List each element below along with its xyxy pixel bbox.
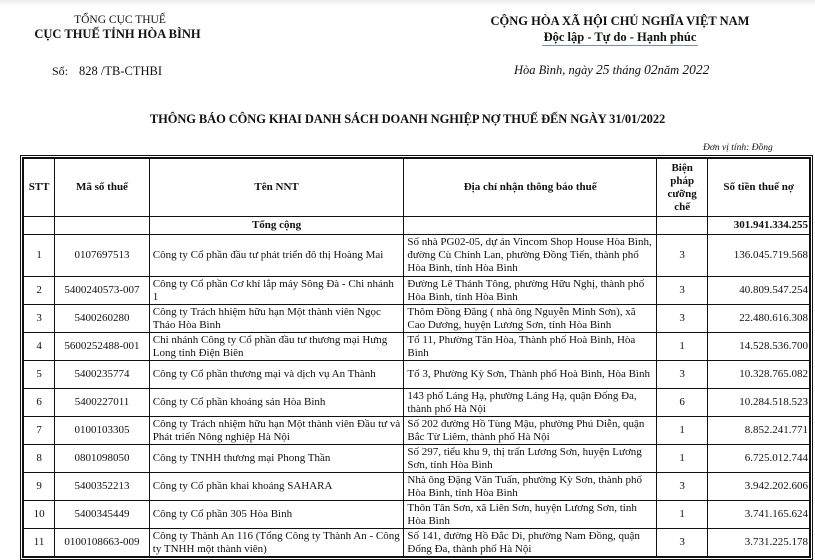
col-header-enforcement-measure: Biện pháp cưỡng chế [656, 159, 707, 217]
row-tax-code: 5600252488-001 [55, 333, 150, 361]
row-amount: 10.328.765.082 [708, 361, 810, 389]
row-taxpayer-name: Công ty Thành An 116 (Tổng Công ty Thành An - Công ty TNHH một thành viên) [149, 529, 404, 557]
total-label: Tổng cộng [149, 217, 404, 235]
row-measure: 3 [656, 277, 707, 305]
table-row [24, 333, 810, 361]
row-measure: 6 [656, 389, 707, 417]
row-address: Thôm Đồng Đăng ( nhà ông Nguyễn Minh Sơn), xã Cao Dương, huyện Lương Sơn, tỉnh Hòa Bình [404, 305, 657, 333]
row-address: Tổ 3, Phường Kỳ Sơn, Thành phố Hoà Bình, Hòa Bình [404, 361, 657, 389]
table-row [24, 277, 810, 305]
row-measure: 1 [656, 445, 707, 473]
row-tax-code: 5400227011 [55, 389, 150, 417]
row-amount: 14.528.536.700 [708, 333, 810, 361]
row-stt: 4 [24, 333, 55, 361]
table-row [24, 473, 810, 501]
row-address: Số 297, tiểu khu 9, thị trấn Lương Sơn, huyện Lương Sơn, tỉnh Hòa Bình [404, 445, 657, 473]
doc-number [52, 64, 162, 79]
issue-date: Hòa Bình, ngày 25 tháng 02năm 2022 [514, 62, 710, 77]
row-tax-code: 5400240573-007 [55, 277, 150, 305]
row-stt: 8 [24, 445, 55, 473]
table-header-row [24, 159, 810, 217]
row-measure: 3 [656, 361, 707, 389]
unit-note: Đơn vị tính: Đồng [703, 143, 773, 153]
row-taxpayer-name: Công ty Cổ phần 305 Hòa Bình [149, 501, 404, 529]
table-row [24, 235, 810, 277]
row-taxpayer-name: Công ty Cổ phần đầu tư phát triển đô thị Hoàng Mai [149, 235, 404, 277]
page-top-shadow [0, 0, 815, 6]
row-amount: 136.045.719.568 [708, 235, 810, 277]
row-tax-code: 0107697513 [55, 235, 150, 277]
table-row [24, 305, 810, 333]
row-amount: 3.731.225.178 [708, 529, 810, 557]
agency-parent: TỔNG CỤC THUẾ [74, 14, 166, 26]
row-measure: 3 [656, 305, 707, 333]
row-taxpayer-name: Công ty Cổ phần khai khoáng SAHARA [149, 473, 404, 501]
row-measure: 3 [656, 473, 707, 501]
date-day: 25 [595, 62, 610, 77]
row-stt: 7 [24, 417, 55, 445]
row-stt: 5 [24, 361, 55, 389]
row-taxpayer-name: Công ty TNHH thương mại Phong Thần [149, 445, 404, 473]
row-address: Đường Lê Thánh Tông, phường Hữu Nghị, thành phố Hòa Bình, tỉnh Hòa Bình [404, 277, 657, 305]
row-stt: 2 [24, 277, 55, 305]
document-title: THÔNG BÁO CÔNG KHAI DANH SÁCH DOANH NGHIỆP NỢ THUẾ ĐẾN NGÀY 31/01/2022 [149, 112, 666, 126]
table-row [24, 445, 810, 473]
row-address: Nhà ông Đặng Văn Tuấn, phường Kỳ Sơn, thành phố Hòa Bình, tỉnh Hòa Bình [404, 473, 657, 501]
table-row [24, 361, 810, 389]
table-row [24, 529, 810, 557]
row-address: Số 141, đường Hồ Đắc Di, phường Nam Đồng, quận Đống Đa, thành phố Hà Nội [404, 529, 657, 557]
row-measure: 3 [656, 235, 707, 277]
row-address: Tổ 11, Phường Tân Hòa, Thành phố Hoà Bình, Hòa Bình [404, 333, 657, 361]
doc-number-label: Số: [52, 64, 69, 78]
row-tax-code: 0801098050 [55, 445, 150, 473]
col-header-debt-amount: Số tiền thuế nợ [708, 159, 810, 217]
nation-name: CỘNG HÒA XÃ HỘI CHỦ NGHĨA VIỆT NAM [490, 14, 750, 28]
row-stt: 1 [24, 235, 55, 277]
nation-header [470, 14, 770, 45]
table-row [24, 501, 810, 529]
date-month: 02 [644, 62, 658, 77]
row-tax-code: 5400260280 [55, 305, 150, 333]
total-row [24, 217, 810, 235]
row-tax-code: 5400345449 [55, 501, 150, 529]
agency-header [0, 14, 230, 42]
row-measure: 1 [656, 333, 707, 361]
total-amount: 301.941.334.255 [708, 217, 810, 235]
row-address: Số 202 đường Hồ Tùng Mậu, phường Phú Diễn, quận Bắc Từ Liêm, thành phố Hà Nội [404, 417, 657, 445]
national-motto: Độc lập - Tự do - Hạnh phúc [543, 30, 697, 44]
col-header-stt: STT [24, 159, 55, 217]
row-amount: 3.741.165.624 [708, 501, 810, 529]
row-address: Thôn Tân Sơn, xã Liên Sơn, huyện Lương Sơn, tỉnh Hòa Bình [404, 501, 657, 529]
doc-number-value: 828 /TB-CTHBI [79, 64, 162, 78]
row-address: Số nhà PG02-05, dự án Vincom Shop House Hòa Bình, đường Cù Chính Lan, phường Đồng Tiến, thành phố Hòa Bình, tỉnh Hòa Bình [404, 235, 657, 277]
row-taxpayer-name: Chi nhánh Công ty Cổ phần đầu tư thương mại Hưng Long tỉnh Điện Biên [149, 333, 404, 361]
row-measure: 1 [656, 417, 707, 445]
row-tax-code: 0100103305 [55, 417, 150, 445]
row-stt: 10 [24, 501, 55, 529]
agency-name: CỤC THUẾ TỈNH HÒA BÌNH [34, 27, 201, 41]
row-taxpayer-name: Công ty Trách nhiệm hữu hạn Một thành viên Đầu tư và Phát triển Nông nghiệp Hà Nội [149, 417, 404, 445]
table-row [24, 389, 810, 417]
row-measure: 3 [656, 529, 707, 557]
row-tax-code: 0100108663-009 [55, 529, 150, 557]
row-taxpayer-name: Công ty Cổ phần Cơ khí lắp máy Sông Đà - Chi nhánh 1 [149, 277, 404, 305]
row-amount: 6.725.012.744 [708, 445, 810, 473]
row-address: 143 phố Láng Hạ, phường Láng Hạ, quận Đống Đa, thành phố Hà Nội [404, 389, 657, 417]
row-tax-code: 5400235774 [55, 361, 150, 389]
col-header-address: Địa chỉ nhận thông báo thuế [404, 159, 657, 217]
col-header-taxpayer-name: Tên NNT [149, 159, 404, 217]
row-measure: 1 [656, 501, 707, 529]
row-amount: 8.852.241.771 [708, 417, 810, 445]
col-header-tax-code: Mã số thuế [55, 159, 150, 217]
row-stt: 6 [24, 389, 55, 417]
row-stt: 9 [24, 473, 55, 501]
row-stt: 3 [24, 305, 55, 333]
row-taxpayer-name: Công ty Cổ phần thương mại và dịch vụ An Thành [149, 361, 404, 389]
row-amount: 40.809.547.254 [708, 277, 810, 305]
row-taxpayer-name: Công ty Trách hhiệm hữu hạn Một thành viên Ngọc Thảo Hòa Bình [149, 305, 404, 333]
date-year: 2022 [682, 62, 710, 77]
row-amount: 22.480.616.308 [708, 305, 810, 333]
row-tax-code: 5400352213 [55, 473, 150, 501]
row-amount: 10.284.518.523 [708, 389, 810, 417]
row-taxpayer-name: Công ty Cổ phần khoáng sản Hòa Bình [149, 389, 404, 417]
row-stt: 11 [24, 529, 55, 557]
table-row [24, 417, 810, 445]
tax-debt-table [20, 155, 813, 560]
row-amount: 3.942.202.606 [708, 473, 810, 501]
